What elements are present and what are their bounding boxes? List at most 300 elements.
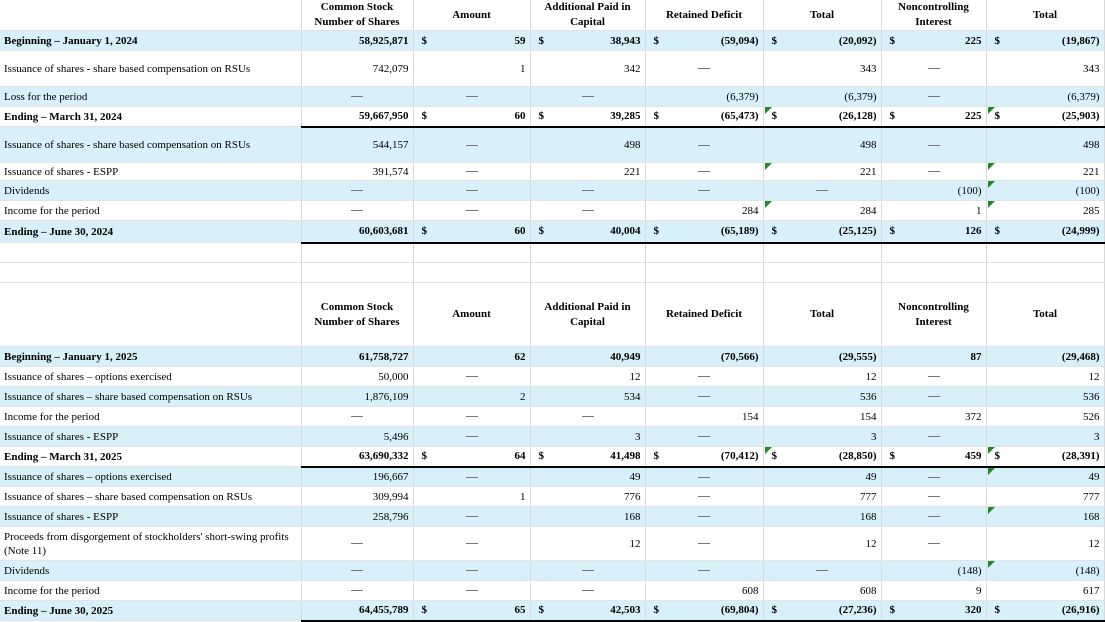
cell-value: 126 — [965, 225, 982, 238]
cell-value: 38,943 — [610, 34, 641, 47]
spacer-row — [0, 263, 1104, 283]
cell-deficit — [645, 387, 763, 407]
cell-shares — [301, 163, 413, 181]
cell-shares — [301, 561, 413, 581]
comment-marker — [988, 447, 995, 454]
cell-total — [763, 581, 881, 601]
currency-symbol: $ — [538, 34, 544, 47]
cell-grand — [986, 467, 1104, 487]
cell-amount — [413, 487, 530, 507]
currency-symbol: $ — [653, 110, 659, 123]
dash-mark — [928, 96, 940, 97]
cell-value: 12 — [865, 537, 877, 550]
cell-nci — [881, 51, 986, 87]
cell-value: 49 — [865, 470, 877, 483]
cell-amount — [413, 407, 530, 427]
cell-value: 776 — [624, 490, 641, 503]
cell-value: 225 — [965, 110, 982, 123]
empty-cell — [0, 263, 301, 283]
table-row — [0, 467, 1104, 487]
dash-mark — [928, 171, 940, 172]
currency-symbol: $ — [538, 110, 544, 123]
cell-total — [763, 221, 881, 243]
cell-shares — [301, 601, 413, 621]
table-row — [0, 367, 1104, 387]
cell-grand — [986, 447, 1104, 467]
cell-value: 12 — [629, 370, 641, 383]
dash-mark — [466, 145, 478, 146]
row-label: Ending – March 31, 2024 — [0, 107, 301, 127]
row-label: Beginning – January 1, 2024 — [0, 31, 301, 51]
empty-cell — [881, 243, 986, 263]
cell-value: 2 — [520, 390, 526, 403]
cell-grand — [986, 367, 1104, 387]
dash-mark — [816, 570, 828, 571]
cell-apic — [530, 221, 645, 243]
cell-value: (59,094) — [720, 34, 759, 47]
dash-mark — [351, 570, 363, 571]
cell-value: (20,092) — [838, 34, 877, 47]
comment-marker — [988, 181, 995, 188]
cell-shares — [301, 427, 413, 447]
cell-nci — [881, 347, 986, 367]
cell-nci — [881, 181, 986, 201]
cell-value: 309,994 — [372, 490, 409, 503]
cell-shares — [301, 487, 413, 507]
cell-apic — [530, 447, 645, 467]
cell-amount — [413, 221, 530, 243]
comment-marker — [765, 163, 772, 170]
cell-amount — [413, 347, 530, 367]
cell-value: 534 — [624, 390, 641, 403]
column-header-nci: Noncontrolling Interest — [881, 283, 986, 347]
cell-value: 285 — [1083, 204, 1100, 217]
cell-deficit — [645, 51, 763, 87]
cell-shares — [301, 51, 413, 87]
cell-value: 221 — [1083, 165, 1100, 178]
dash-mark — [928, 543, 940, 544]
cell-value: 777 — [1083, 490, 1100, 503]
cell-shares — [301, 367, 413, 387]
currency-symbol: $ — [889, 225, 895, 238]
column-header-total: Total — [763, 0, 881, 31]
table-row — [0, 51, 1104, 87]
cell-nci — [881, 201, 986, 221]
cell-value: (19,867) — [1061, 34, 1100, 47]
cell-value: 5,496 — [383, 430, 409, 443]
row-label: Dividends — [0, 181, 301, 201]
cell-shares — [301, 221, 413, 243]
column-header-grand_total: Total — [986, 0, 1104, 31]
cell-grand — [986, 347, 1104, 367]
currency-symbol: $ — [994, 225, 1000, 238]
cell-apic — [530, 347, 645, 367]
dash-mark — [928, 145, 940, 146]
comment-marker — [988, 468, 995, 475]
cell-grand — [986, 51, 1104, 87]
cell-value: 59 — [514, 34, 526, 47]
column-header-apic: Additional Paid in Capital — [530, 283, 645, 347]
dash-mark — [928, 496, 940, 497]
cell-value: 284 — [860, 204, 877, 217]
dash-mark — [466, 570, 478, 571]
column-header-apic: Additional Paid in Capital — [530, 0, 645, 31]
cell-value: (25,903) — [1061, 110, 1100, 123]
cell-value: (25,125) — [838, 225, 877, 238]
table-row — [0, 163, 1104, 181]
cell-value: 168 — [860, 510, 877, 523]
column-header-shares: Common Stock Number of Shares — [301, 283, 413, 347]
cell-value: 40,004 — [610, 225, 641, 238]
empty-cell — [645, 243, 763, 263]
cell-apic — [530, 407, 645, 427]
cell-value: 12 — [1088, 370, 1100, 383]
cell-total — [763, 507, 881, 527]
dash-mark — [928, 436, 940, 437]
cell-value: 526 — [1083, 410, 1100, 423]
cell-value: 320 — [965, 604, 982, 617]
currency-symbol: $ — [421, 604, 427, 617]
cell-value: (26,128) — [838, 110, 877, 123]
dash-mark — [466, 190, 478, 191]
column-header-amount: Amount — [413, 283, 530, 347]
cell-nci — [881, 87, 986, 107]
cell-grand — [986, 201, 1104, 221]
cell-value: (100) — [957, 184, 982, 197]
cell-value: (6,379) — [1067, 90, 1100, 103]
row-label: Ending – June 30, 2024 — [0, 221, 301, 243]
dash-mark — [928, 477, 940, 478]
row-label: Beginning – January 1, 2025 — [0, 347, 301, 367]
column-header-amount: Amount — [413, 0, 530, 31]
cell-grand — [986, 507, 1104, 527]
cell-value: 59,667,950 — [359, 110, 409, 123]
cell-amount — [413, 367, 530, 387]
cell-apic — [530, 367, 645, 387]
cell-deficit — [645, 507, 763, 527]
cell-apic — [530, 581, 645, 601]
empty-cell — [763, 243, 881, 263]
cell-value: 536 — [860, 390, 877, 403]
row-label: Issuance of shares - ESPP — [0, 507, 301, 527]
comment-marker — [988, 201, 995, 208]
cell-grand — [986, 427, 1104, 447]
currency-symbol: $ — [653, 225, 659, 238]
cell-value: (26,916) — [1061, 604, 1100, 617]
dash-mark — [928, 376, 940, 377]
table-row — [0, 347, 1104, 367]
empty-cell — [0, 243, 301, 263]
comment-marker — [988, 107, 995, 114]
cell-value: 544,157 — [372, 138, 409, 151]
cell-nci — [881, 221, 986, 243]
dash-mark — [582, 210, 594, 211]
cell-total — [763, 487, 881, 507]
table-row — [0, 581, 1104, 601]
dash-mark — [582, 190, 594, 191]
cell-amount — [413, 467, 530, 487]
cell-apic — [530, 31, 645, 51]
currency-symbol: $ — [421, 450, 427, 463]
dash-mark — [698, 496, 710, 497]
cell-amount — [413, 561, 530, 581]
cell-value: (148) — [957, 564, 982, 577]
empty-cell — [645, 263, 763, 283]
empty-cell — [530, 263, 645, 283]
dash-mark — [698, 516, 710, 517]
cell-shares — [301, 581, 413, 601]
cell-value: (6,379) — [726, 90, 759, 103]
column-header-deficit: Retained Deficit — [645, 0, 763, 31]
dash-mark — [351, 416, 363, 417]
currency-symbol: $ — [421, 110, 427, 123]
column-header-grand_total: Total — [986, 283, 1104, 347]
row-label: Issuance of shares – share based compensation on RSUs — [0, 487, 301, 507]
cell-amount — [413, 107, 530, 127]
currency-symbol: $ — [421, 34, 427, 47]
empty-cell — [301, 243, 413, 263]
currency-symbol: $ — [889, 34, 895, 47]
dash-mark — [351, 210, 363, 211]
cell-shares — [301, 127, 413, 163]
cell-apic — [530, 487, 645, 507]
cell-value: (70,566) — [720, 350, 759, 363]
table-row — [0, 127, 1104, 163]
cell-value: 196,667 — [372, 470, 409, 483]
cell-nci — [881, 367, 986, 387]
cell-value: 536 — [1083, 390, 1100, 403]
cell-total — [763, 427, 881, 447]
cell-deficit — [645, 447, 763, 467]
column-header-deficit: Retained Deficit — [645, 283, 763, 347]
cell-apic — [530, 127, 645, 163]
cell-value: 12 — [1088, 537, 1100, 550]
currency-symbol: $ — [771, 604, 777, 617]
row-label: Issuance of shares - share based compensation on RSUs — [0, 51, 301, 87]
cell-total — [763, 51, 881, 87]
cell-value: 50,000 — [378, 370, 409, 383]
cell-value: 498 — [1083, 138, 1100, 151]
currency-symbol: $ — [771, 110, 777, 123]
cell-value: 63,690,332 — [359, 450, 409, 463]
cell-total — [763, 527, 881, 561]
cell-deficit — [645, 347, 763, 367]
cell-shares — [301, 387, 413, 407]
cell-apic — [530, 181, 645, 201]
comment-marker — [765, 447, 772, 454]
cell-value: 42,503 — [610, 604, 641, 617]
row-label: Proceeds from disgorgement of stockholders' short-swing profits (Note 11) — [0, 527, 301, 561]
cell-deficit — [645, 201, 763, 221]
cell-nci — [881, 427, 986, 447]
cell-total — [763, 87, 881, 107]
cell-total — [763, 367, 881, 387]
cell-amount — [413, 527, 530, 561]
cell-value: (65,189) — [720, 225, 759, 238]
empty-cell — [986, 243, 1104, 263]
cell-value: 60,603,681 — [359, 225, 409, 238]
dash-mark — [466, 171, 478, 172]
currency-symbol: $ — [653, 450, 659, 463]
cell-grand — [986, 221, 1104, 243]
currency-symbol: $ — [653, 34, 659, 47]
dash-mark — [698, 543, 710, 544]
dash-mark — [351, 96, 363, 97]
cell-value: 65 — [514, 604, 526, 617]
cell-amount — [413, 163, 530, 181]
currency-symbol: $ — [889, 450, 895, 463]
row-label: Issuance of shares - share based compensation on RSUs — [0, 127, 301, 163]
row-label: Loss for the period — [0, 87, 301, 107]
dash-mark — [928, 516, 940, 517]
column-header-total: Total — [763, 283, 881, 347]
currency-symbol: $ — [994, 110, 1000, 123]
cell-shares — [301, 527, 413, 561]
cell-nci — [881, 507, 986, 527]
comment-marker — [765, 107, 772, 114]
cell-value: 12 — [865, 370, 877, 383]
cell-grand — [986, 107, 1104, 127]
cell-value: 343 — [1083, 62, 1100, 75]
cell-value: (28,391) — [1061, 450, 1100, 463]
dash-mark — [582, 590, 594, 591]
dash-mark — [582, 96, 594, 97]
cell-nci — [881, 527, 986, 561]
cell-value: 168 — [624, 510, 641, 523]
row-label: Dividends — [0, 561, 301, 581]
cell-nci — [881, 467, 986, 487]
cell-amount — [413, 31, 530, 51]
cell-value: 154 — [860, 410, 877, 423]
cell-apic — [530, 107, 645, 127]
column-header-nci: Noncontrolling Interest — [881, 0, 986, 31]
currency-symbol: $ — [771, 450, 777, 463]
cell-value: 372 — [965, 410, 982, 423]
currency-symbol: $ — [889, 604, 895, 617]
cell-nci — [881, 561, 986, 581]
cell-value: 58,925,871 — [359, 34, 409, 47]
cell-total — [763, 127, 881, 163]
cell-shares — [301, 107, 413, 127]
dash-mark — [698, 145, 710, 146]
row-label: Ending – March 31, 2025 — [0, 447, 301, 467]
cell-total — [763, 387, 881, 407]
dash-mark — [351, 590, 363, 591]
currency-symbol: $ — [538, 604, 544, 617]
cell-nci — [881, 487, 986, 507]
cell-value: (28,850) — [838, 450, 877, 463]
cell-value: 777 — [860, 490, 877, 503]
cell-deficit — [645, 107, 763, 127]
cell-grand — [986, 387, 1104, 407]
cell-apic — [530, 527, 645, 561]
spacer-row — [0, 243, 1104, 263]
dash-mark — [466, 416, 478, 417]
dash-mark — [698, 477, 710, 478]
cell-value: 64,455,789 — [359, 604, 409, 617]
dash-mark — [466, 477, 478, 478]
empty-cell — [530, 243, 645, 263]
cell-value: 3 — [871, 430, 877, 443]
cell-value: 61,758,727 — [359, 350, 409, 363]
cell-nci — [881, 107, 986, 127]
dash-mark — [582, 416, 594, 417]
cell-shares — [301, 407, 413, 427]
row-label: Issuance of shares - ESPP — [0, 163, 301, 181]
cell-apic — [530, 561, 645, 581]
dash-mark — [466, 210, 478, 211]
cell-value: (70,412) — [720, 450, 759, 463]
cell-grand — [986, 601, 1104, 621]
cell-value: 742,079 — [372, 62, 409, 75]
cell-value: 40,949 — [610, 350, 641, 363]
cell-value: (148) — [1075, 564, 1100, 577]
table-row — [0, 447, 1104, 467]
cell-amount — [413, 427, 530, 447]
cell-deficit — [645, 221, 763, 243]
cell-deficit — [645, 581, 763, 601]
row-label: Issuance of shares – options exercised — [0, 467, 301, 487]
dash-mark — [698, 570, 710, 571]
dash-mark — [698, 190, 710, 191]
cell-value: (27,236) — [838, 604, 877, 617]
cell-amount — [413, 181, 530, 201]
table-row — [0, 601, 1104, 621]
cell-total — [763, 347, 881, 367]
cell-shares — [301, 201, 413, 221]
currency-symbol: $ — [771, 225, 777, 238]
cell-nci — [881, 447, 986, 467]
cell-shares — [301, 507, 413, 527]
cell-shares — [301, 181, 413, 201]
header-row-2024 — [0, 0, 1104, 31]
currency-symbol: $ — [421, 225, 427, 238]
table-row — [0, 487, 1104, 507]
cell-amount — [413, 507, 530, 527]
empty-cell — [413, 243, 530, 263]
dash-mark — [351, 543, 363, 544]
dash-mark — [698, 436, 710, 437]
cell-grand — [986, 527, 1104, 561]
cell-value: 154 — [742, 410, 759, 423]
cell-total — [763, 407, 881, 427]
dash-mark — [816, 190, 828, 191]
cell-deficit — [645, 181, 763, 201]
cell-value: 41,498 — [610, 450, 641, 463]
currency-symbol: $ — [653, 604, 659, 617]
cell-apic — [530, 201, 645, 221]
cell-value: 168 — [1083, 510, 1100, 523]
currency-symbol: $ — [994, 604, 1000, 617]
table-row — [0, 181, 1104, 201]
cell-nci — [881, 601, 986, 621]
cell-value: 1,876,109 — [364, 390, 409, 403]
table-row — [0, 201, 1104, 221]
cell-total — [763, 467, 881, 487]
row-label: Issuance of shares - ESPP — [0, 427, 301, 447]
cell-value: 391,574 — [372, 165, 409, 178]
cell-amount — [413, 127, 530, 163]
cell-value: 87 — [970, 350, 982, 363]
cell-amount — [413, 201, 530, 221]
cell-nci — [881, 31, 986, 51]
cell-grand — [986, 487, 1104, 507]
row-label: Issuance of shares – options exercised — [0, 367, 301, 387]
cell-amount — [413, 581, 530, 601]
comment-marker — [988, 507, 995, 514]
cell-value: 12 — [629, 537, 641, 550]
cell-value: 62 — [514, 350, 526, 363]
